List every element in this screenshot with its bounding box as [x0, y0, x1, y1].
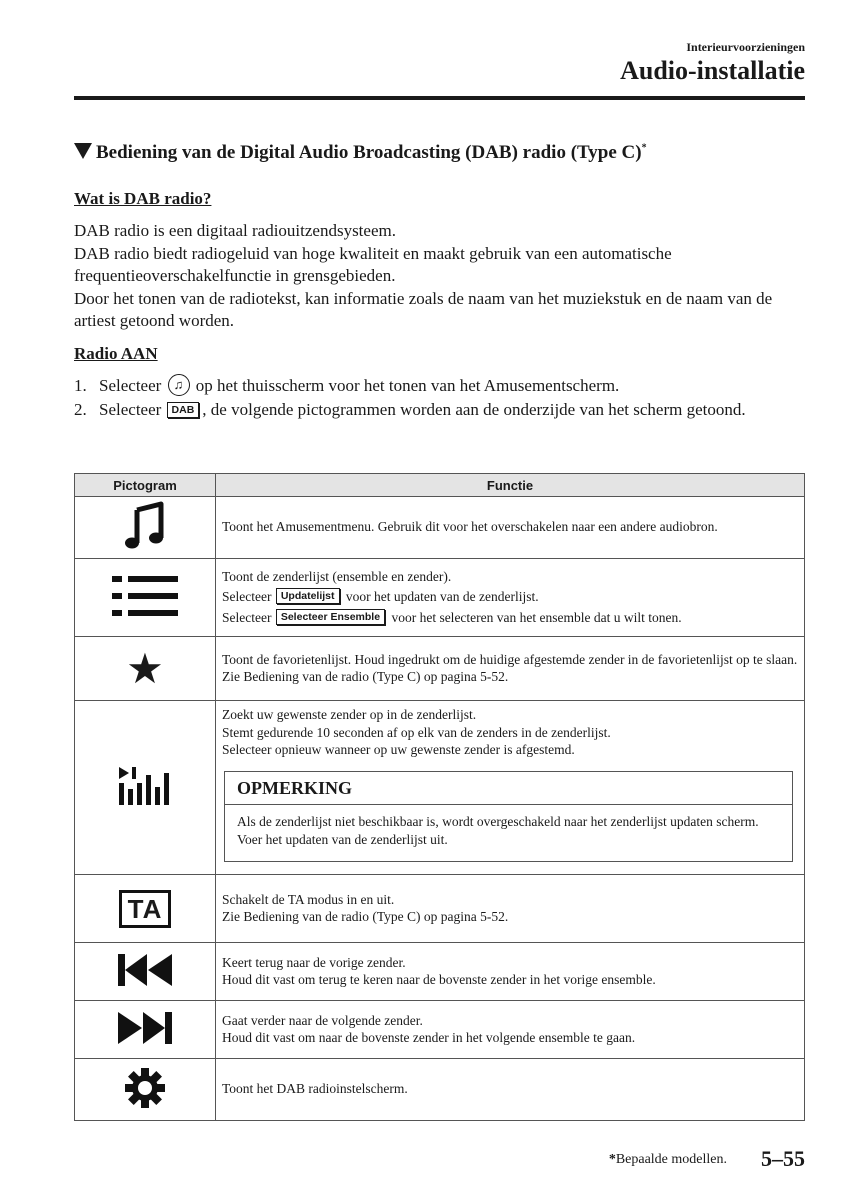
footnote-asterisk: * [608, 1152, 616, 1167]
line-text-after: voor het updaten van de zenderlijst. [345, 589, 539, 605]
function-line: Keert terug naar de vorige zender. [222, 954, 406, 970]
selecteer-ensemble-button: Selecteer Ensemble [276, 609, 385, 625]
function-line: Zie Bediening van de radio (Type C) op pagina 5-52. [222, 909, 509, 924]
section-title [74, 142, 647, 164]
section-title-asterisk: * [641, 142, 647, 154]
function-line: Zie Bediening van de radio (Type C) op pagina 5-52. [222, 669, 509, 684]
table-row [75, 637, 805, 701]
page-number: 5–55 [761, 1146, 805, 1171]
skip-forward-icon [75, 1001, 216, 1059]
function-text [216, 559, 805, 637]
intro-paragraph: DAB radio is een digitaal radiouitzendsysteem. [74, 221, 396, 240]
header-rule [74, 96, 805, 100]
intro-paragraph: Door het tonen van de radiotekst, kan informatie zoals de naam van het muziekstuk en de naam van de artiest getoond worden. [74, 288, 773, 330]
function-line: Schakelt de TA modus in en uit. [222, 891, 395, 907]
updatelijst-button: Updatelijst [276, 588, 340, 604]
triangle-marker-icon [74, 143, 92, 159]
note-title: OPMERKING [225, 772, 792, 805]
function-text [216, 701, 805, 875]
step-2 [74, 398, 805, 422]
function-line: Houd dit vast om terug te keren naar de bovenste zender in het vorige ensemble. [222, 972, 656, 987]
music-note-icon: ♫ [168, 374, 190, 396]
subheading-radio-on: Radio AAN [74, 344, 158, 363]
function-text: Toont het DAB radioinstelscherm. [216, 1059, 805, 1121]
function-text [216, 875, 805, 943]
step-number: 2. [74, 400, 87, 419]
line-text-before: Selecteer [222, 609, 272, 625]
step-text-after: op het thuisscherm voor het tonen van het Amusementscherm. [195, 376, 620, 395]
function-line: Zoekt uw gewenste zender op in de zenderlijst. [222, 707, 477, 723]
function-line: Toont de zenderlijst (ensemble en zender). [222, 568, 452, 584]
note-box [224, 771, 793, 862]
scan-icon [75, 701, 216, 875]
table-row [75, 943, 805, 1001]
column-header-function: Functie [216, 474, 805, 497]
step-text [99, 374, 619, 398]
function-line: Stemt gedurende 10 seconden af op elk van de zenders in de zenderlijst. [222, 724, 611, 740]
note-text: Als de zenderlijst niet beschikbaar is, wordt overgeschakeld naar het zenderlijst updaten scherm. Voer het updaten van de zenderlijst uit. [237, 813, 759, 847]
line-text-after: voor het selecteren van het ensemble dat u wilt tonen. [391, 609, 682, 625]
function-text: Toont het Amusementmenu. Gebruik dit voor het overschakelen naar een andere audiobron. [216, 497, 805, 559]
footnote [609, 1152, 727, 1168]
chapter-label: Interieurvoorzieningen [686, 40, 805, 54]
table-row [75, 1059, 805, 1121]
dab-button: DAB [167, 402, 200, 418]
table-row [75, 1001, 805, 1059]
function-line: Selecteer opnieuw wanneer op uw gewenste zender is afgestemd. [222, 742, 575, 758]
step-1 [74, 374, 805, 398]
table-row [75, 875, 805, 943]
table-header-row [75, 474, 805, 497]
table-row [75, 559, 805, 637]
function-line [222, 609, 798, 627]
line-text-before: Selecteer [222, 589, 272, 605]
icon-function-table [74, 473, 805, 1121]
function-line: Toont de favorietenlijst. Houd ingedrukt om de huidige afgestemde zender in de favorietenlijst op te slaan. [222, 651, 798, 667]
ta-icon-label: TA [119, 890, 172, 928]
list-icon [75, 559, 216, 637]
subheading-what-is-dab: Wat is DAB radio? [74, 189, 212, 208]
table-row [75, 497, 805, 559]
step-text-before: Selecteer [99, 400, 162, 419]
page-title: Audio-installatie [620, 56, 805, 85]
section-title-text: Bediening van de Digital Audio Broadcasting (DAB) radio (Type C) [96, 142, 642, 163]
footnote-text: Bepaalde modellen. [615, 1152, 727, 1167]
table-row [75, 701, 805, 875]
function-text [216, 943, 805, 1001]
steps-list [74, 374, 805, 422]
intro-paragraphs [74, 220, 805, 333]
ta-icon [75, 875, 216, 943]
step-text-after: , de volgende pictogrammen worden aan de onderzijde van het scherm getoond. [202, 400, 746, 419]
intro-paragraph: DAB radio biedt radiogeluid van hoge kwaliteit en maakt gebruik van een automatische frequentieoverschakelfunctie in grensgebieden. [74, 243, 672, 285]
step-number: 1. [74, 376, 87, 395]
function-text [216, 637, 805, 701]
column-header-pictogram: Pictogram [75, 474, 216, 497]
function-line [222, 588, 798, 606]
step-text-before: Selecteer [99, 376, 162, 395]
function-text [216, 1001, 805, 1059]
function-line: Houd dit vast om naar de bovenste zender in het volgende ensemble te gaan. [222, 1030, 636, 1045]
skip-back-icon [75, 943, 216, 1001]
step-text [99, 398, 746, 422]
music-note-icon [75, 497, 216, 559]
function-line: Gaat verder naar de volgende zender. [222, 1012, 423, 1028]
star-icon: ★ [75, 637, 216, 701]
gear-icon [75, 1059, 216, 1121]
